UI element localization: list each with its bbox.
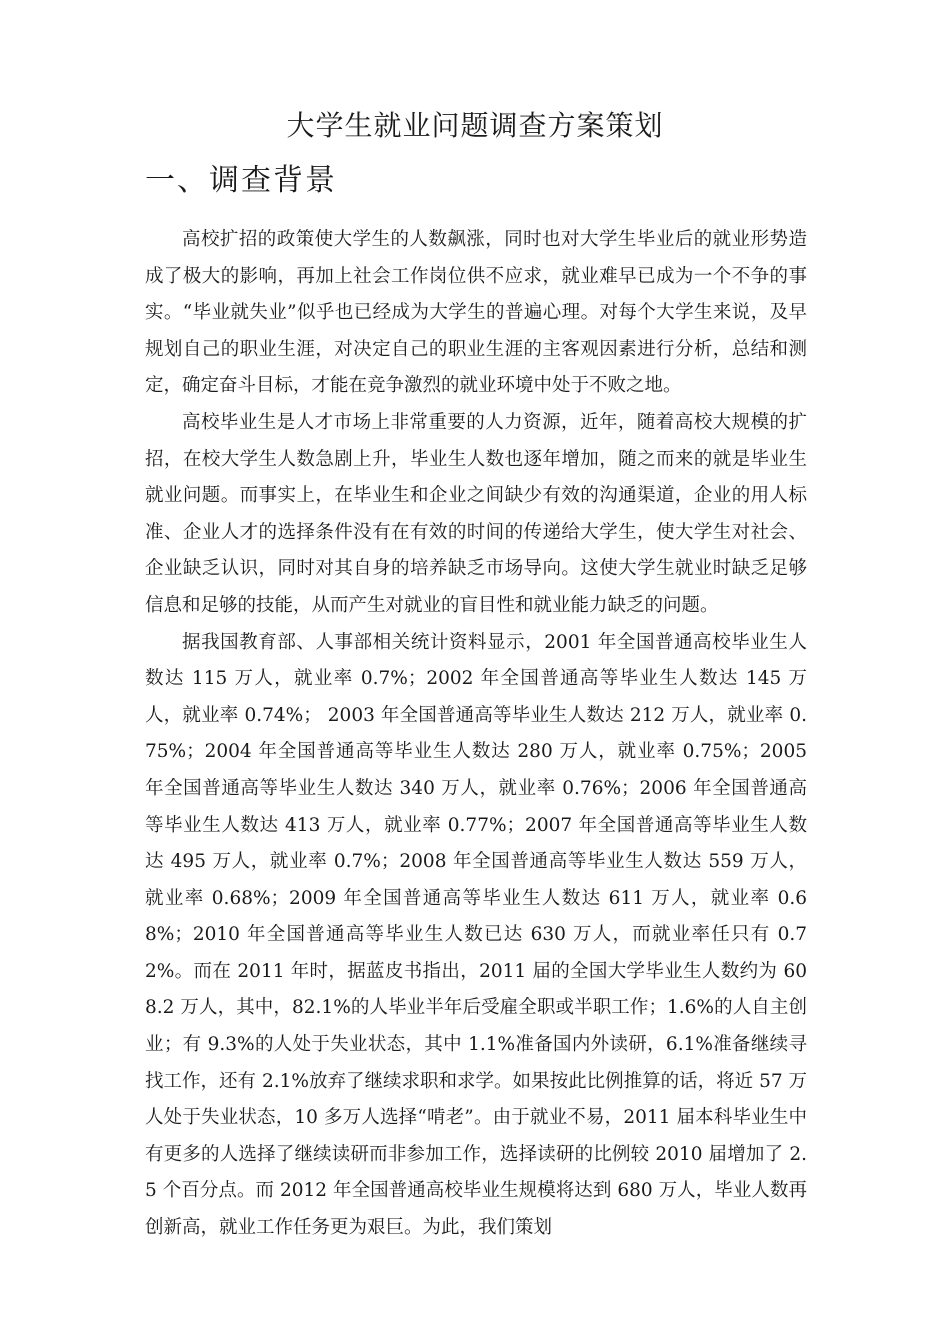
- paragraph-3: 据我国教育部、人事部相关统计资料显示，2001 年全国普通高校毕业生人数达 115 万人，就业率 0.7%；2002 年全国普通高等毕业生人数达 145 万人，就业率 0.74%； 2003 年全国普通高等毕业生人数达 212 万人，就业率 0.75%；2004 年全国普通高等毕业生人数达 280 万人，就业率 0.75%；2005 年全国普通高等毕业生人数达 340 万人，就业率 0.76%；2006 年全国普通高等毕业生人数达 413 万人，就业率 0.77%；2007 年全国普通高等毕业生人数达 495 万人，就业率 0.7%；2008 年全国普通高等毕业生人数达 559 万人，就业率 0.68%；2009 年全国普通高等毕业生人数达 611 万人，就业率 0.68%；2010 年全国普通高等毕业生人数已达 630 万人，而就业率任只有 0.72%。而在 2011 年时，据蓝皮书指出，2011 届的全国大学毕业生人数约为 608.2 万人，其中，82.1%的人毕业半年后受雇全职或半职工作；1.6%的人自主创业；有 9.3%的人处于失业状态，其中 1.1%准备国内外读研，6.1%准备继续寻找工作，还有 2.1%放弃了继续求职和求学。如果按此比例推算的话，将近 57 万人处于失业状态，10 多万人选择“啃老”。由于就业不易，2011 届本科毕业生中有更多的人选择了继续读研而非参加工作，选择读研的比例较 2010 届增加了 2.5 个百分点。而 2012 年全国普通高校毕业生规模将达到 680 万人，毕业人数再创新高，就业工作任务更为艰巨。为此，我们策划: [145, 631, 807, 1239]
- document-title: 大学生就业问题调查方案策划: [286, 109, 664, 142]
- paragraph-1: 高校扩招的政策使大学生的人数飙涨，同时也对大学生毕业后的就业形势造成了极大的影响，再加上社会工作岗位供不应求，就业难早已成为一个不争的事实。“毕业就失业”似乎也已经成为大学生的普遍心理。对每个大学生来说，及早规划自己的职业生涯，对决定自己的职业生涯的主客观因素进行分析，总结和测定，确定奋斗目标，才能在竞争激烈的就业环境中处于不败之地。: [145, 229, 807, 397]
- paragraph-2: 高校毕业生是人才市场上非常重要的人力资源，近年，随着高校大规模的扩招，在校大学生人数急剧上升，毕业生人数也逐年增加，随之而来的就是毕业生就业问题。而事实上，在毕业生和企业之间缺少有效的沟通渠道，企业的用人标准、企业人才的选择条件没有在有效的时间的传递给大学生，使大学生对社会、企业缺乏认识，同时对其自身的培养缺乏市场导向。这使大学生就业时缺乏足够信息和足够的技能，从而产生对就业的盲目性和就业能力缺乏的问题。: [145, 411, 807, 616]
- body-text: [145, 222, 807, 1247]
- section-heading: 一、调查背景: [145, 163, 337, 198]
